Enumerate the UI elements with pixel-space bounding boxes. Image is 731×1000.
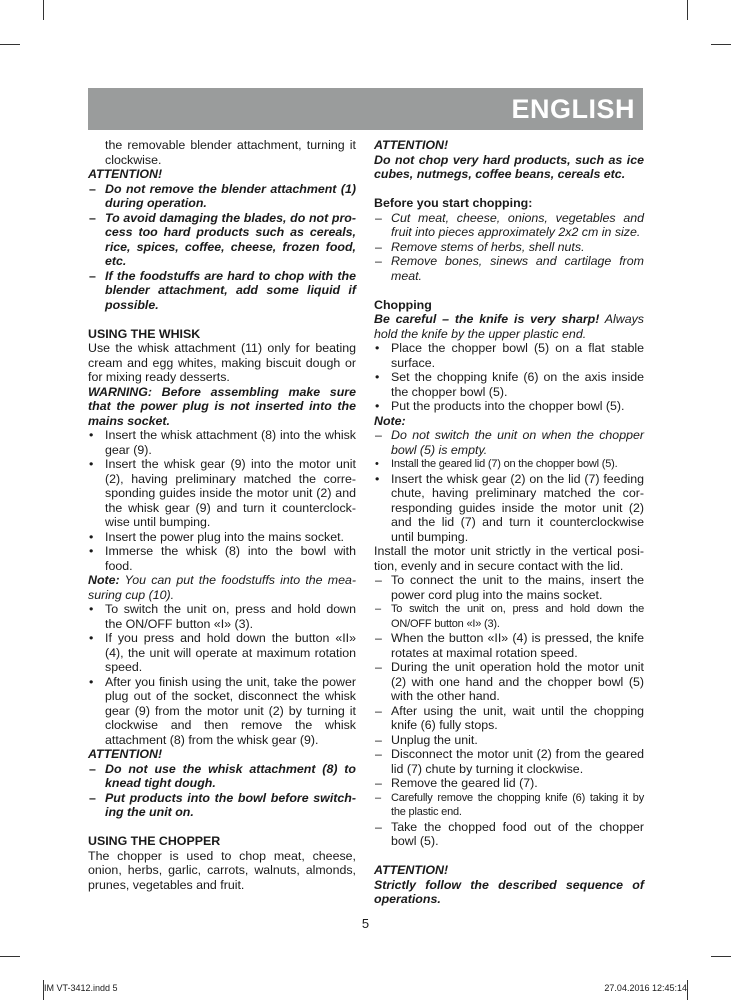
warning-item: – Do not use the whisk attachment (8) to knead tight dough. — [88, 762, 356, 791]
language-banner — [88, 88, 643, 130]
operation-steps — [374, 573, 644, 849]
list-item: – To connect the unit to the mains, insert the power cord plug into the mains socket. — [374, 573, 644, 602]
chopping-steps-2 — [374, 457, 644, 544]
list-item: – Remove stems of herbs, shell nuts. — [374, 240, 644, 255]
list-item: • Insert the power plug into the mains socket. — [88, 530, 356, 545]
list-item: – Cut meat, cheese, onions, vegetables and fruit into pieces approximately 2x2 cm in size. — [374, 211, 644, 240]
whisk-steps-2 — [88, 602, 356, 747]
crop-mark — [43, 0, 44, 20]
chopper-intro: The chopper is used to chop meat, cheese, onion, herbs, garlic, carrots, walnuts, almonds, prunes, vegetables and fruit. — [88, 848, 356, 892]
list-item: – After using the unit, wait until the chopping knife (6) fully stops. — [374, 704, 644, 733]
warning-item: – If the foodstuffs are hard to chop with the blender attachment, add some liquid if possible. — [88, 269, 356, 313]
list-item: • Put the products into the chopper bowl (5). — [374, 399, 644, 414]
list-item: • Insert the whisk gear (9) into the motor unit (2), having preliminary matched the corresponding guides inside the motor unit (2) and the whisk gear (9) and turn it counterclockwise until bumping. — [88, 457, 356, 530]
list-item: – When the button «II» (4) is pressed, the knife rotates at maximal rotation speed. — [374, 631, 644, 660]
note-label: Note: — [88, 573, 120, 587]
attention-text: Do not chop very hard products, such as ice cubes, nutmegs, coffee beans, cereals etc. — [374, 152, 644, 181]
attention-text: Strictly follow the described sequence of operations. — [374, 877, 644, 906]
list-item: – Unplug the unit. — [374, 733, 644, 748]
list-item: • After you finish using the unit, take the power plug out of the socket, disconnect the whisk gear (9) from the motor unit (2) by turning it clockwise and then remove the whisk attachment (8) from the whisk gear (9). — [88, 675, 356, 748]
attention-label: ATTENTION! — [374, 138, 449, 152]
warning-item: – To avoid damaging the blades, do not process too hard products such as cereals, rice, spices, coffee, cheese, frozen food, etc. — [88, 211, 356, 269]
warning-item: – Do not remove the blender attachment (1) during operation. — [88, 182, 356, 211]
list-item: – Disconnect the motor unit (2) from the geared lid (7) chute by turning it clockwise. — [374, 747, 644, 776]
careful-warning — [374, 312, 644, 341]
chopping-heading: Chopping — [374, 297, 432, 312]
page-number: 5 — [361, 916, 370, 931]
attention-label: ATTENTION! — [88, 747, 163, 761]
warning-item: – Put products into the bowl before switching the unit on. — [88, 791, 356, 820]
list-item: • Immerse the whisk (8) into the bowl with food. — [88, 544, 356, 573]
list-item: – Do not switch the unit on when the chopper bowl (5) is empty. — [374, 428, 644, 457]
list-item: • Place the chopper bowl (5) on a flat stable surface. — [374, 341, 644, 370]
footer-filename: IM VT-3412.indd 5 — [44, 983, 118, 993]
before-chopping-list — [374, 211, 644, 284]
whisk-steps — [88, 428, 356, 573]
list-item: – Remove bones, sinews and cartilage from meat. — [374, 254, 644, 283]
list-item: – To switch the unit on, press and hold down the ON/OFF button «I» (3). — [374, 602, 644, 631]
crop-mark — [0, 44, 20, 45]
chopping-steps — [374, 341, 644, 414]
footer-timestamp: 27.04.2016 12:45:14 — [604, 983, 687, 993]
list-item: • If you press and hold down the button «II» (4), the unit will operate at maximum rotation speed. — [88, 631, 356, 675]
attention-label: ATTENTION! — [88, 167, 163, 181]
crop-mark — [687, 980, 688, 1000]
crop-mark — [711, 44, 731, 45]
right-column — [374, 138, 644, 907]
section-heading-chopper: USING THE CHOPPER — [88, 834, 221, 848]
list-item: – During the unit operation hold the motor unit (2) with one hand and the chopper bowl (5) with the other hand. — [374, 660, 644, 704]
note-list — [374, 428, 644, 457]
careful-italic: Always hold the knife by the upper plastic end. — [374, 312, 644, 341]
section-heading-whisk: USING THE WHISK — [88, 326, 201, 341]
crop-mark — [687, 0, 688, 20]
list-item: – Carefully remove the chopping knife (6) taking it by the plastic end. — [374, 791, 644, 820]
careful-bold: Be careful – the knife is very sharp! — [374, 312, 600, 326]
whisk-warning: WARNING: Before assembling make sure that the power plug is not inserted into the mains socket. — [88, 384, 356, 428]
note-label: Note: — [374, 413, 406, 428]
list-item: • Insert the whisk gear (2) on the lid (7) feeding chute, having preliminary matched the corresponding guides inside the motor unit (2) and the lid (7) and turn it counterclockwise until bumping. — [374, 472, 644, 545]
list-item: • To switch the unit on, press and hold down the ON/OFF button «I» (3). — [88, 602, 356, 631]
list-item: – Take the chopped food out of the chopper bowl (5). — [374, 820, 644, 849]
left-column — [88, 138, 356, 892]
crop-mark — [0, 956, 20, 957]
continuation-text: the removable blender attachment, turning it clockwise. — [105, 138, 356, 167]
note-text: You can put the foodstuffs into the measuring cup (10). — [88, 573, 356, 602]
banner-title: ENGLISH — [511, 94, 635, 124]
list-item: – Remove the geared lid (7). — [374, 776, 644, 791]
list-item: • Set the chopping knife (6) on the axis inside the chopper bowl (5). — [374, 370, 644, 399]
blender-warning-list — [88, 182, 356, 313]
list-item: • Insert the whisk attachment (8) into the whisk gear (9). — [88, 428, 356, 457]
install-instruction: Install the motor unit strictly in the vertical position, evenly and in secure contact with the lid. — [374, 544, 644, 573]
before-chopping-heading: Before you start chopping: — [374, 196, 533, 210]
attention-label: ATTENTION! — [374, 863, 449, 877]
crop-mark — [711, 956, 731, 957]
whisk-intro: Use the whisk attachment (11) only for beating cream and egg whites, making biscuit dough or for mixing ready desserts. — [88, 341, 356, 384]
list-item: • Install the geared lid (7) on the chopper bowl (5). — [374, 457, 644, 472]
whisk-warning-list — [88, 762, 356, 820]
whisk-note — [88, 573, 356, 602]
